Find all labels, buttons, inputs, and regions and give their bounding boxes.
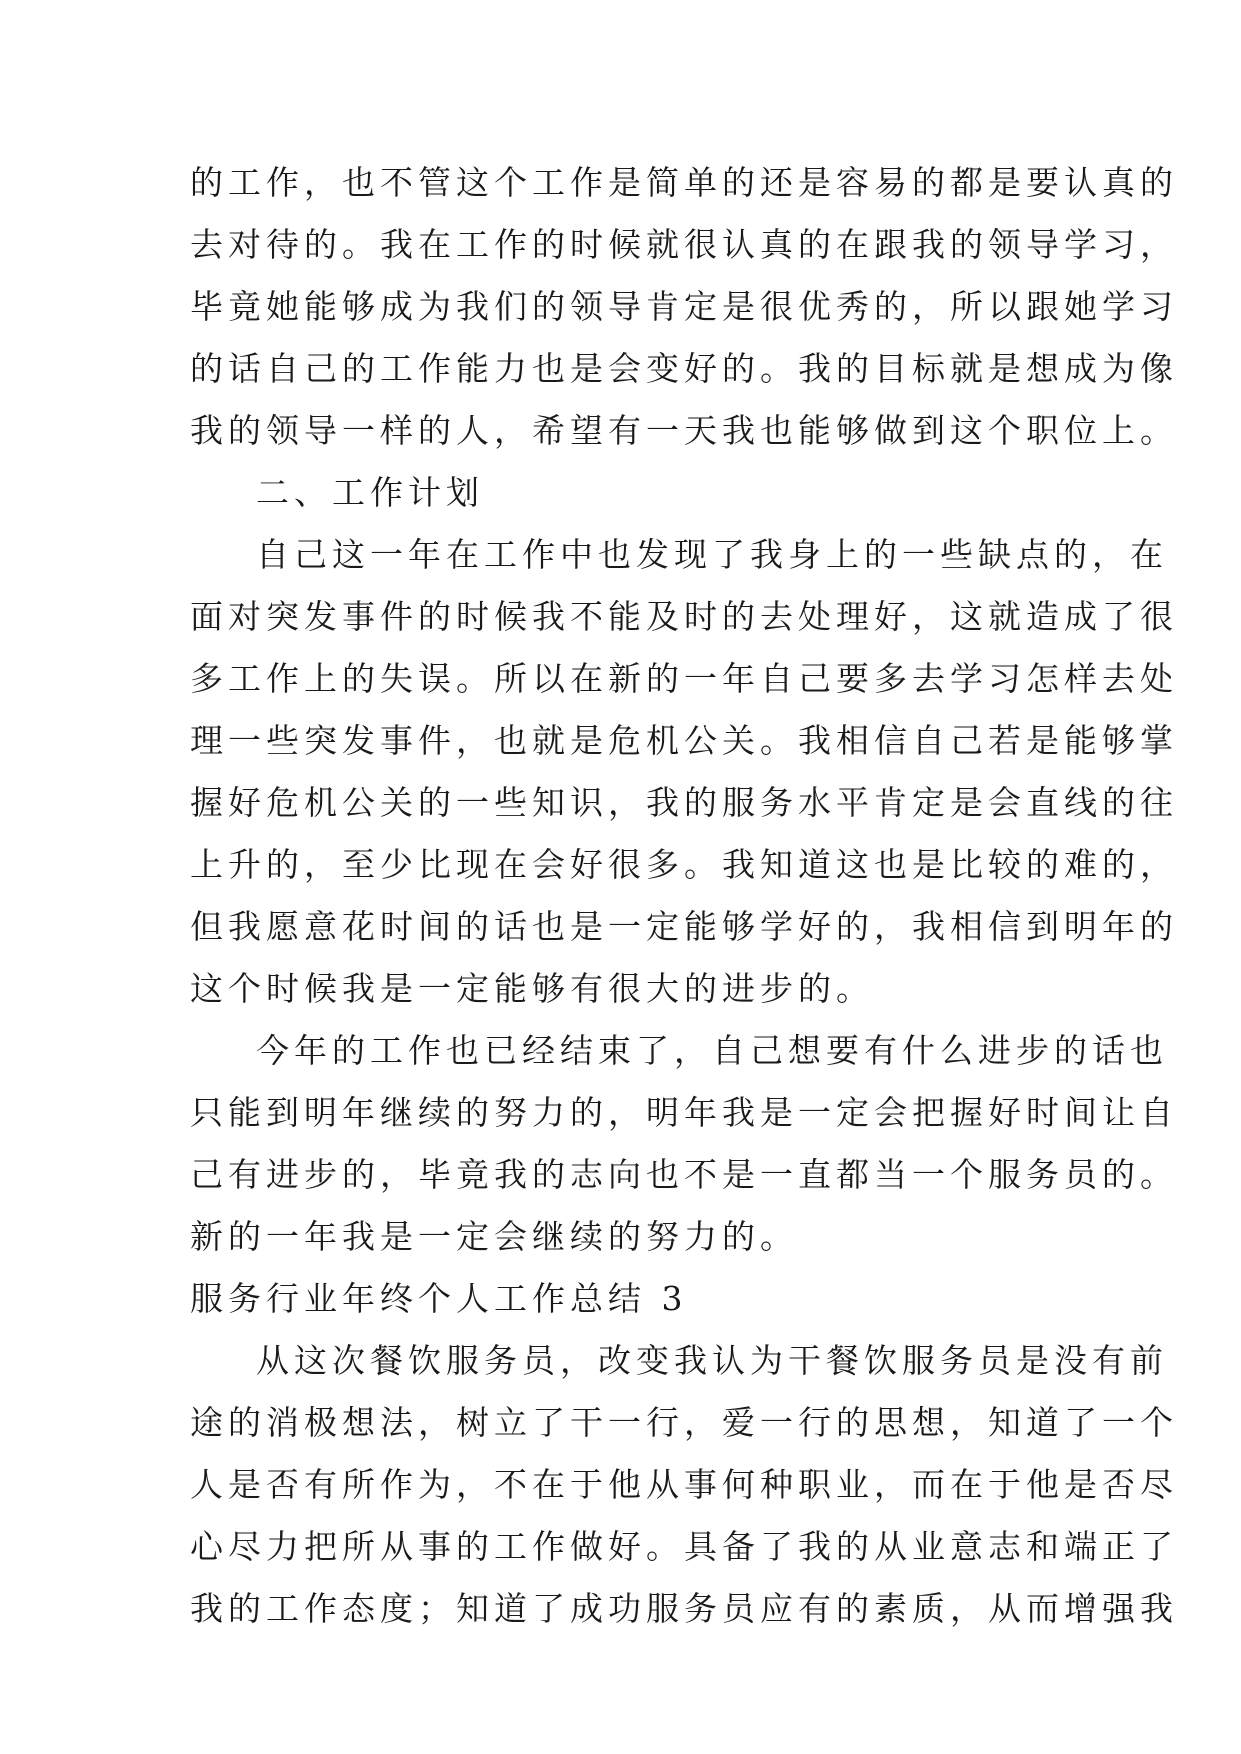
section-heading: 二、工作计划 (256, 473, 484, 512)
text-line: 途的消极想法，树立了干一行，爱一行的思想，知道了一个 (190, 1403, 1178, 1442)
paragraph-start: 自己这一年在工作中也发现了我身上的一些缺点的，在 (256, 535, 1168, 574)
text-line: 去对待的。我在工作的时候就很认真的在跟我的领导学习， (190, 225, 1178, 264)
text-line: 己有进步的，毕竟我的志向也不是一直都当一个服务员的。 (190, 1155, 1178, 1194)
text-line: 的工作，也不管这个工作是简单的还是容易的都是要认真的 (190, 163, 1178, 202)
text-line: 握好危机公关的一些知识，我的服务水平肯定是会直线的往 (190, 783, 1178, 822)
document-body (190, 152, 1178, 1640)
text-line: 我的工作态度；知道了成功服务员应有的素质，从而增强我 (190, 1589, 1178, 1628)
text-line: 理一些突发事件，也就是危机公关。我相信自己若是能够掌 (190, 721, 1178, 760)
text-line: 只能到明年继续的努力的，明年我是一定会把握好时间让自 (190, 1093, 1178, 1132)
text-line: 心尽力把所从事的工作做好。具备了我的从业意志和端正了 (190, 1527, 1178, 1566)
text-line: 新的一年我是一定会继续的努力的。 (190, 1217, 798, 1256)
text-line: 这个时候我是一定能够有很大的进步的。 (190, 969, 874, 1008)
text-line: 多工作上的失误。所以在新的一年自己要多去学习怎样去处 (190, 659, 1178, 698)
text-line: 的话自己的工作能力也是会变好的。我的目标就是想成为像 (190, 349, 1178, 388)
text-line: 面对突发事件的时候我不能及时的去处理好，这就造成了很 (190, 597, 1178, 636)
text-line: 毕竟她能够成为我们的领导肯定是很优秀的，所以跟她学习 (190, 287, 1178, 326)
text-line: 人是否有所作为，不在于他从事何种职业，而在于他是否尽 (190, 1465, 1178, 1504)
text-line: 但我愿意花时间的话也是一定能够学好的，我相信到明年的 (190, 907, 1178, 946)
paragraph-start: 从这次餐饮服务员，改变我认为干餐饮服务员是没有前 (256, 1341, 1168, 1380)
paragraph-start: 今年的工作也已经结束了，自己想要有什么进步的话也 (256, 1031, 1168, 1070)
section-title: 服务行业年终个人工作总结 3 (190, 1279, 688, 1318)
text-line: 上升的，至少比现在会好很多。我知道这也是比较的难的， (190, 845, 1178, 884)
text-line: 我的领导一样的人，希望有一天我也能够做到这个职位上。 (190, 411, 1178, 450)
